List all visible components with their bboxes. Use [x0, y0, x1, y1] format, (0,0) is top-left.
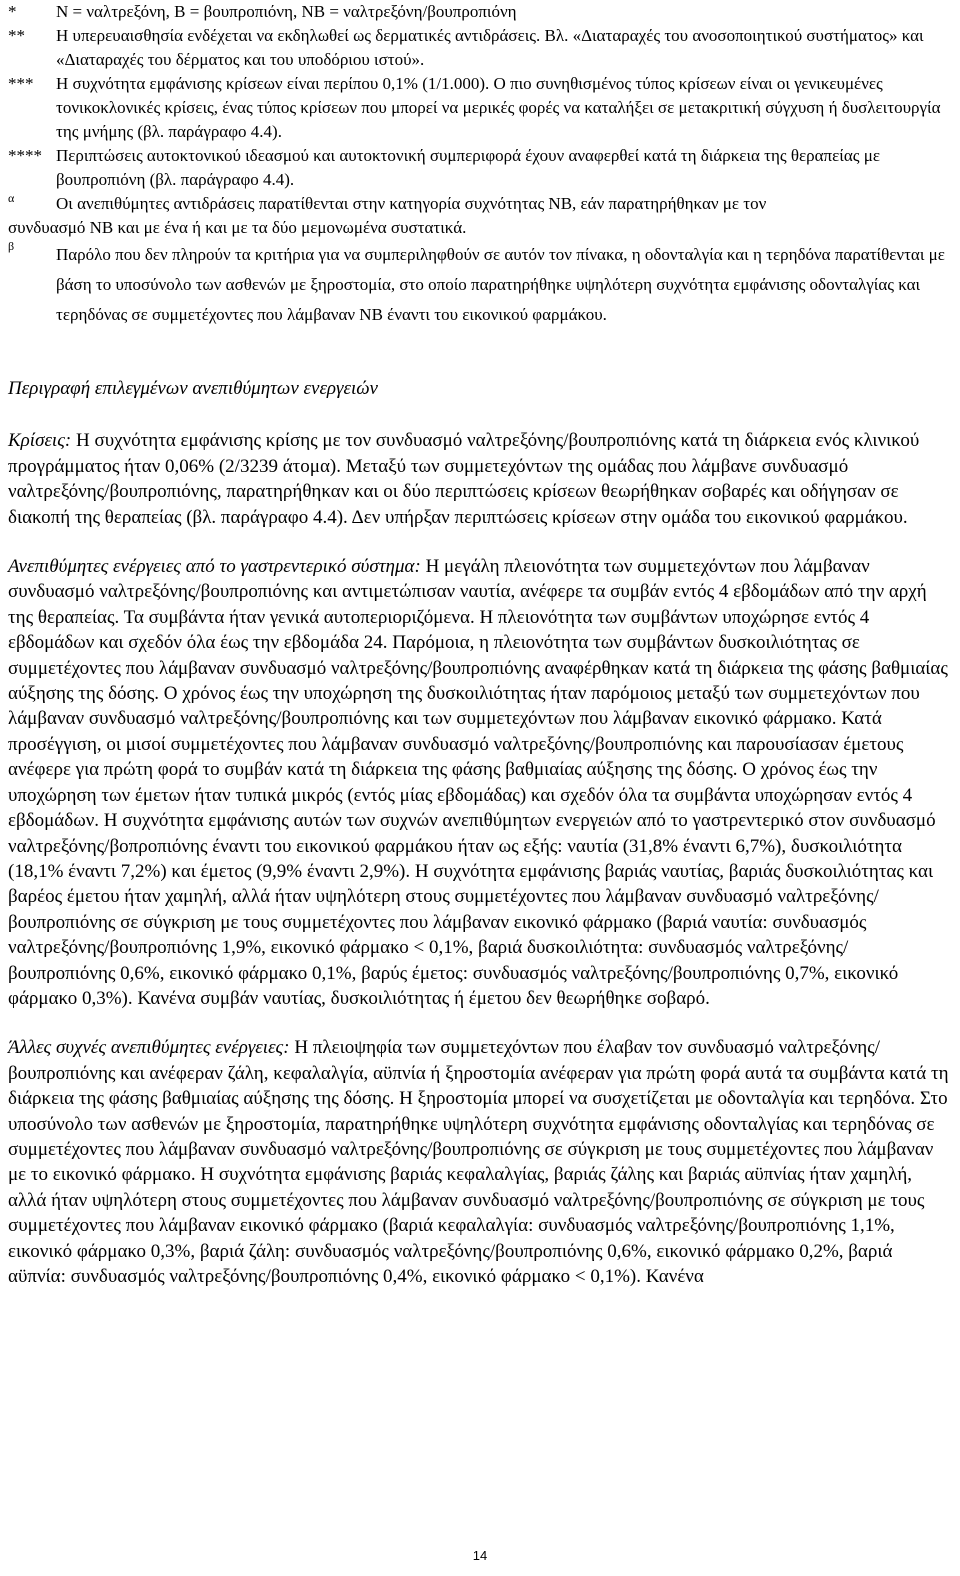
- paragraph-text: Η συχνότητα εμφάνισης κρίσης με τον συνδυασμό ναλτρεξόνης/βουπροπιόνης κατά τη διάρκεια ενός κλινικού προγράμματος ήταν 0,06% (2/3239 άτομα). Μεταξύ των συμμετεχόντων της ομάδας που λάμβανε συνδυασμό ναλτρεξόνης/βουπροπιόνης, παρατηρήθηκαν και οι δύο περιπτώσεις κρίσεων θεωρήθηκαν σοβαρές και οδήγησαν σε διακοπή της θεραπείας (βλ. παράγραφο 4.4). Δεν υπήρξαν περιπτώσεις κρίσεων στην ομάδα του εικονικού φαρμάκου.: [8, 430, 920, 528]
- footnote-mark: β: [8, 239, 15, 253]
- footnote-mark: *: [8, 2, 17, 21]
- footnote: [8, 24, 952, 72]
- page-number: 14: [472, 1548, 488, 1563]
- paragraph-label: Κρίσεις:: [8, 430, 72, 452]
- section-heading: Περιγραφή επιλεγμένων ανεπιθύμητων ενεργειών: [8, 378, 378, 399]
- footnote-text: N = ναλτρεξόνη, B = βουπροπιόνη, NB = ναλτρεξόνη/βουπροπιόνη: [56, 2, 517, 21]
- footnote-text: συνδυασμό NB και με ένα ή και με τα δύο μεμονωμένα συστατικά.: [8, 218, 467, 237]
- paragraph: [8, 554, 952, 1011]
- footnote-mark: α: [8, 191, 15, 205]
- paragraph: [8, 1035, 952, 1289]
- footnote-mark: **: [8, 26, 25, 45]
- footnote: [8, 144, 952, 192]
- footnote-text: Περιπτώσεις αυτοκτονικού ιδεασμού και αυτοκτονική συμπεριφορά έχουν αναφερθεί κατά τη διάρκεια της θεραπείας με βουπροπιόνη (βλ. παράγραφο 4.4).: [56, 146, 880, 189]
- paragraph-label: Άλλες συχνές ανεπιθύμητες ενέργειες:: [8, 1037, 290, 1059]
- footnote: [8, 240, 952, 330]
- paragraph-text: Η μεγάλη πλειονότητα των συμμετεχόντων που λάμβαναν συνδυασμό ναλτρεξόνης/βουπροπιόνης και αντιμετώπισαν ναυτία, ανέφερε τα συμβάν εντός 4 εβδομάδων από την αρχή της θεραπείας. Τα συμβάντα ήταν γενικά αυτοπεριοριζόμενα. Η πλειονότητα των συμβάντων υποχώρησε εντός 4 εβδομάδων και σχεδόν όλα έως την εβδομάδα 24. Παρόμοια, η πλειονότητα των συμβάντων δυσκοιλιότητας σε συμμετέχοντες που λάμβαναν συνδυασμό ναλτρεξόνης/βουπροπιόνης αναφέρθηκαν κατά τη διάρκεια της φάσης βαθμιαίας αύξησης της δόσης. Ο χρόνος έως την υποχώρηση της δυσκοιλιότητας ήταν παρόμοιος μεταξύ των συμμετεχόντων που λάμβαναν συνδυασμό ναλτρεξόνης/βουπροπιόνης και των συμμετεχόντων που λάμβαναν εικονικό φάρμακο. Κατά προσέγγιση, οι μισοί συμμετέχοντες που λάμβαναν συνδυασμό ναλτρεξόνης/βουπροπιόνης και παρουσίασαν έμετους ανέφερε για πρώτη φορά το συμβάν κατά τη διάρκεια της φάσης βαθμιαίας αύξησης της δόσης. Ο χρόνος έως την υποχώρηση των έμετων ήταν τυπικά μικρός (εντός μίας εβδομάδας) και σχεδόν όλα τα συμβάντα υποχώρησαν εντός 4 εβδομάδων. Η συχνότητα εμφάνισης αυτών των συχνών ανεπιθύμητων ενεργειών από το γαστρεντερικό στον συνδυασμό ναλτρεξόνης/βοπροπιόνης έναντι του εικονικού φαρμάκου ήταν ως εξής: ναυτία (31,8% έναντι 6,7%), δυσκοιλιότητα (18,1% έναντι 7,2%) και έμετος (9,9% έναντι 2,9%). Η συχνότητα εμφάνισης βαριάς ναυτίας, βαριάς δυσκοιλιότητας και βαρέος έμετου ήταν χαμηλή, αλλά ήταν υψηλότερη στους συμμετέχοντες που λάμβαναν συνδυασμό ναλτρεξόνης/βουπροπιόνης σε σύγκριση με τους συμμετέχοντες που λάμβαναν εικονικό φάρμακο (βαριά ναυτία: συνδυασμός ναλτρεξόνης/βουπροπιόνης 1,9%, εικονικό φάρμακο < 0,1%, βαριά δυσκοιλιότητα: συνδυασμός ναλτρεξόνης/βουπροπιόνης 0,6%, εικονικό φάρμακο 0,1%, βαρύς έμετος: συνδυασμός ναλτρεξόνης/βουπροπιόνης 0,7%, εικονικό φάρμακο 0,3%). Κανένα συμβάν ναυτίας, δυσκοιλιότητας ή έμετου δεν θεωρήθηκε σοβαρό.: [8, 556, 948, 1009]
- footnote: [8, 72, 952, 144]
- footnote: [8, 0, 952, 24]
- paragraph: [8, 428, 952, 530]
- footnote: [8, 192, 952, 240]
- main-content: [8, 376, 952, 1313]
- paragraph-text: Η πλειοψηφία των συμμετεχόντων που έλαβαν τον συνδυασμό ναλτρεξόνης/βουπροπιόνης και ανέφεραν ζάλη, κεφαλαλγία, αϋπνία ή ξηροστομία ανέφεραν για πρώτη φορά αυτά τα συμβάντα κατά τη διάρκεια της φάσης βαθμιαίας αύξησης της δόσης. Η ξηροστομία μπορεί να συσχετίζεται με οδονταλγία και τερηδόνα. Στο υποσύνολο των ασθενών με ξηροστομία, παρατηρήθηκε υψηλότερη συχνότητα εμφάνισης οδονταλγίας και τερηδόνας σε συμμετέχοντες που λάμβαναν συνδυασμό ναλτρεξόνης/βουπροπιόνης σε σύγκριση με τους συμμετέχοντες που λάμβαναν με το εικονικό φάρμακο. Η συχνότητα εμφάνισης βαριάς κεφαλαλγίας, βαριάς ζάλης και βαριάς αϋπνίας ήταν χαμηλή, αλλά ήταν υψηλότερη στους συμμετέχοντες που λάμβαναν συνδυασμό ναλτρεξόνης/βουπροπιόνης σε σύγκριση με τους συμμετέχοντες που λάμβαναν εικονικό φάρμακο (βαριά κεφαλαλγία: συνδυασμός ναλτρεξόνης/βουπροπιόνης 1,1%, εικονικό φάρμακο 0,3%, βαριά ζάλη: συνδυασμός ναλτρεξόνης/βουπροπιόνης 0,6%, εικονικό φάρμακο 0,2%, βαριά αϋπνία: συνδυασμός ναλτρεξόνης/βουπροπιόνης 0,4%, εικονικό φάρμακο < 0,1%). Κανένα: [8, 1037, 949, 1287]
- paragraph-label: Ανεπιθύμητες ενέργειες από το γαστρεντερικό σύστημα:: [8, 556, 421, 578]
- footnote-text: Η υπερευαισθησία ενδέχεται να εκδηλωθεί ως δερματικές αντιδράσεις. Βλ. «Διαταραχές του ανοσοποιητικού συστήματος» και «Διαταραχές του δέρματος και του υποδόριου ιστού».: [56, 26, 924, 69]
- footnote-mark: ****: [8, 146, 42, 165]
- footnote-text: Παρόλο που δεν πληρούν τα κριτήρια για να συμπεριληφθούν σε αυτόν τον πίνακα, η οδονταλγία και η τερηδόνα παρατίθενται με βάση το υποσύνολο των ασθενών με ξηροστομία, στο οποίο παρατηρήθηκε υψηλότερη συχνότητα εμφάνισης οδονταλγίας και τερηδόνας σε συμμετέχοντες που λάμβαναν NB έναντι του εικονικού φαρμάκου.: [56, 245, 945, 324]
- footnote-text: Οι ανεπιθύμητες αντιδράσεις παρατίθενται στην κατηγορία συχνότητας NB, εάν παρατηρήθηκαν με τον: [56, 194, 767, 213]
- footnote-mark: ***: [8, 74, 34, 93]
- footnotes: [8, 0, 952, 330]
- footnote-text: Η συχνότητα εμφάνισης κρίσεων είναι περίπου 0,1% (1/1.000). Ο πιο συνηθισμένος τύπος κρίσεων είναι οι γενικευμένες τονικοκλονικές κρίσεις, ένας τύπος κρίσεων που μπορεί να μερικές φορές να καταλήξει σε μετακριτική σύγχυση ή δυσλειτουργία της μνήμης (βλ. παράγραφο 4.4).: [56, 74, 941, 141]
